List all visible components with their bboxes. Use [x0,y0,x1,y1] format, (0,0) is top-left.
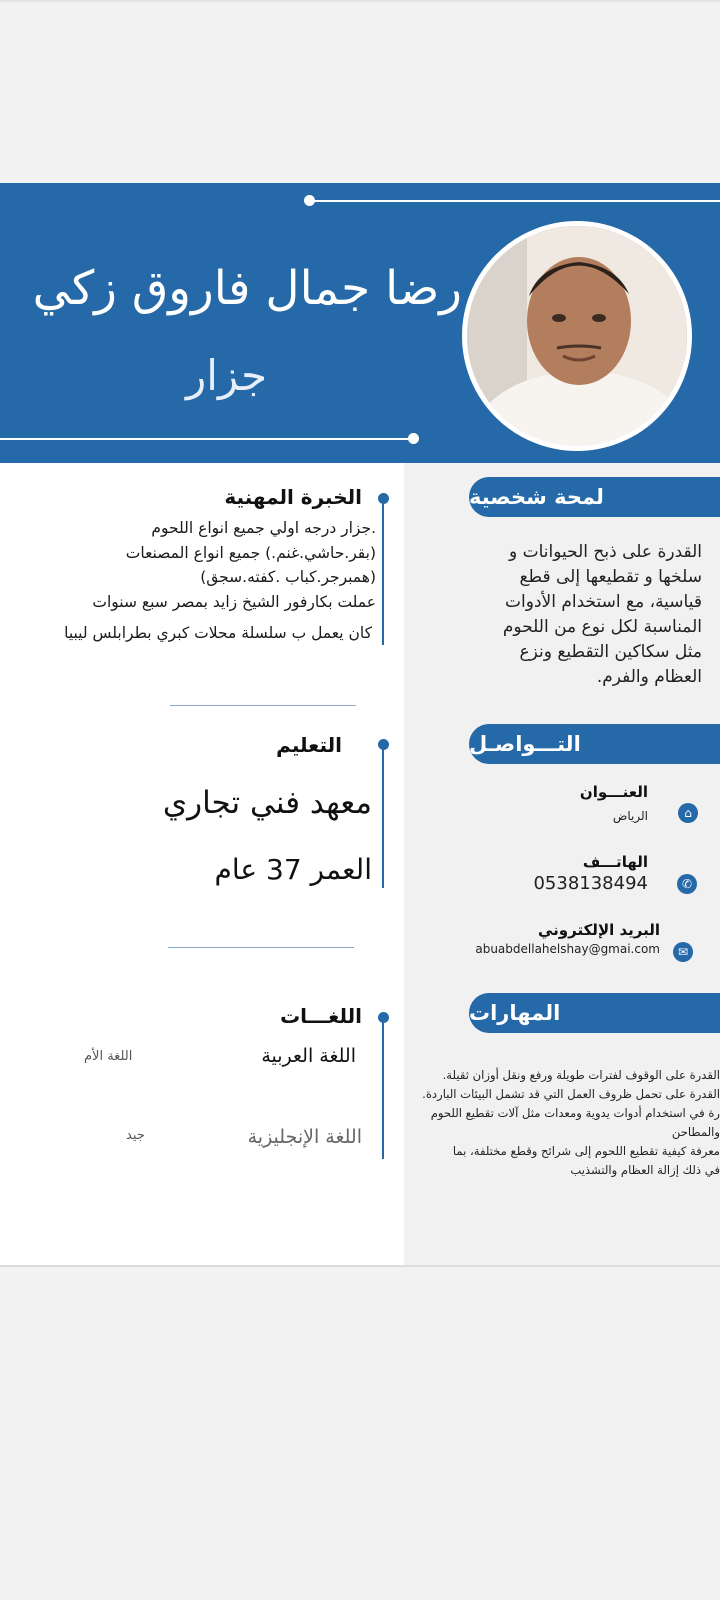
languages-heading: اللغـــات [280,1004,362,1028]
section-divider [168,947,354,948]
skills-heading-label: المهارات [469,1001,561,1025]
skill-item: معرفة كيفية تقطيع اللحوم إلى شرائح وقطع مختلفة، بما [452,1144,720,1158]
phone-icon: ✆ [677,874,697,894]
languages-dot [378,1012,389,1023]
profile-heading-label: لمحة شخصية [469,485,604,509]
skill-item: في ذلك إزالة العظام والتشذيب [570,1163,720,1177]
skill-item: والمطاحن [671,1125,720,1139]
header-banner [0,183,720,463]
candidate-job-title: جزار [186,351,268,400]
contact-heading-label: التـــواصـل [469,732,581,756]
experience-dot [378,493,389,504]
person-photo-icon [467,226,687,446]
experience-line: (همبرجر.كباب .كفته.سجق) [200,568,376,586]
phone-label: الهاتـــف [582,853,648,871]
section-divider [170,705,356,706]
education-age: العمر 37 عام [214,853,372,886]
phone-value[interactable]: 0538138494 [533,873,648,894]
experience-line: .جزار درجه اولي جميع انواع اللحوم [151,519,376,537]
language-arabic: اللغة العربية [261,1045,356,1067]
profile-photo [462,221,692,451]
contact-phone [533,853,648,894]
email-value[interactable]: abuabdellahelshay@gmai.com [475,942,660,956]
banner-bottom-line [0,438,414,440]
education-school: معهد فني تجاري [162,785,372,821]
mail-icon: ✉ [673,942,693,962]
banner-bottom-dot [408,433,419,444]
candidate-name: رضا جمال فاروق زكي [32,261,462,316]
profile-text: القدرة على ذبح الحيوانات و سلخها و تقطيعها إلى قطع قياسية، مع استخدام الأدوات المناسبة لكل نوع من اللحوم مثل سكاكين التقطيع ونزع العظام والفرم. [502,542,702,687]
skills-heading [469,993,720,1033]
experience-text [16,516,376,614]
experience-line: (بقر.حاشي.غنم.) جميع انواع المصنعات [125,543,376,562]
contact-heading [469,724,720,764]
education-timeline [382,743,384,888]
contact-address [580,783,648,823]
home-icon: ⌂ [678,803,698,823]
experience-heading: الخبرة المهنية [224,485,362,509]
address-label: العنـــوان [579,783,648,801]
languages-timeline [382,1019,384,1159]
profile-heading [469,477,720,517]
email-label: البريد الإلكتروني [538,921,660,939]
skill-item: رة في استخدام أدوات يدوية ومعدات مثل آلات تقطيع اللحوم [430,1106,720,1120]
contact-email [475,921,660,956]
experience-line: عملت بكارفور الشيخ زايد بمصر سبع سنوات [92,592,376,611]
skills-list [404,1066,720,1180]
address-value: الرياض [612,809,648,823]
experience-libya: كان يعمل ب سلسلة محلات كبري بطرابلس ليبيا [64,624,372,642]
banner-top-dot [304,195,315,206]
education-heading: التعليم [276,733,342,757]
top-divider [0,0,720,2]
skill-item: القدرة على الوقوف لفترات طويلة ورفع ونقل أوزان ثقيلة. [442,1068,720,1082]
language-arabic-level: اللغة الأم [84,1049,133,1064]
language-english: اللغة الإنجليزية [247,1126,362,1148]
banner-top-line [310,200,720,202]
language-english-level: جيد [126,1128,145,1143]
experience-timeline [382,497,384,645]
skill-item: القدرة على تحمل ظروف العمل التي قد تشمل البيئات الباردة. [422,1087,720,1101]
education-dot [378,739,389,750]
